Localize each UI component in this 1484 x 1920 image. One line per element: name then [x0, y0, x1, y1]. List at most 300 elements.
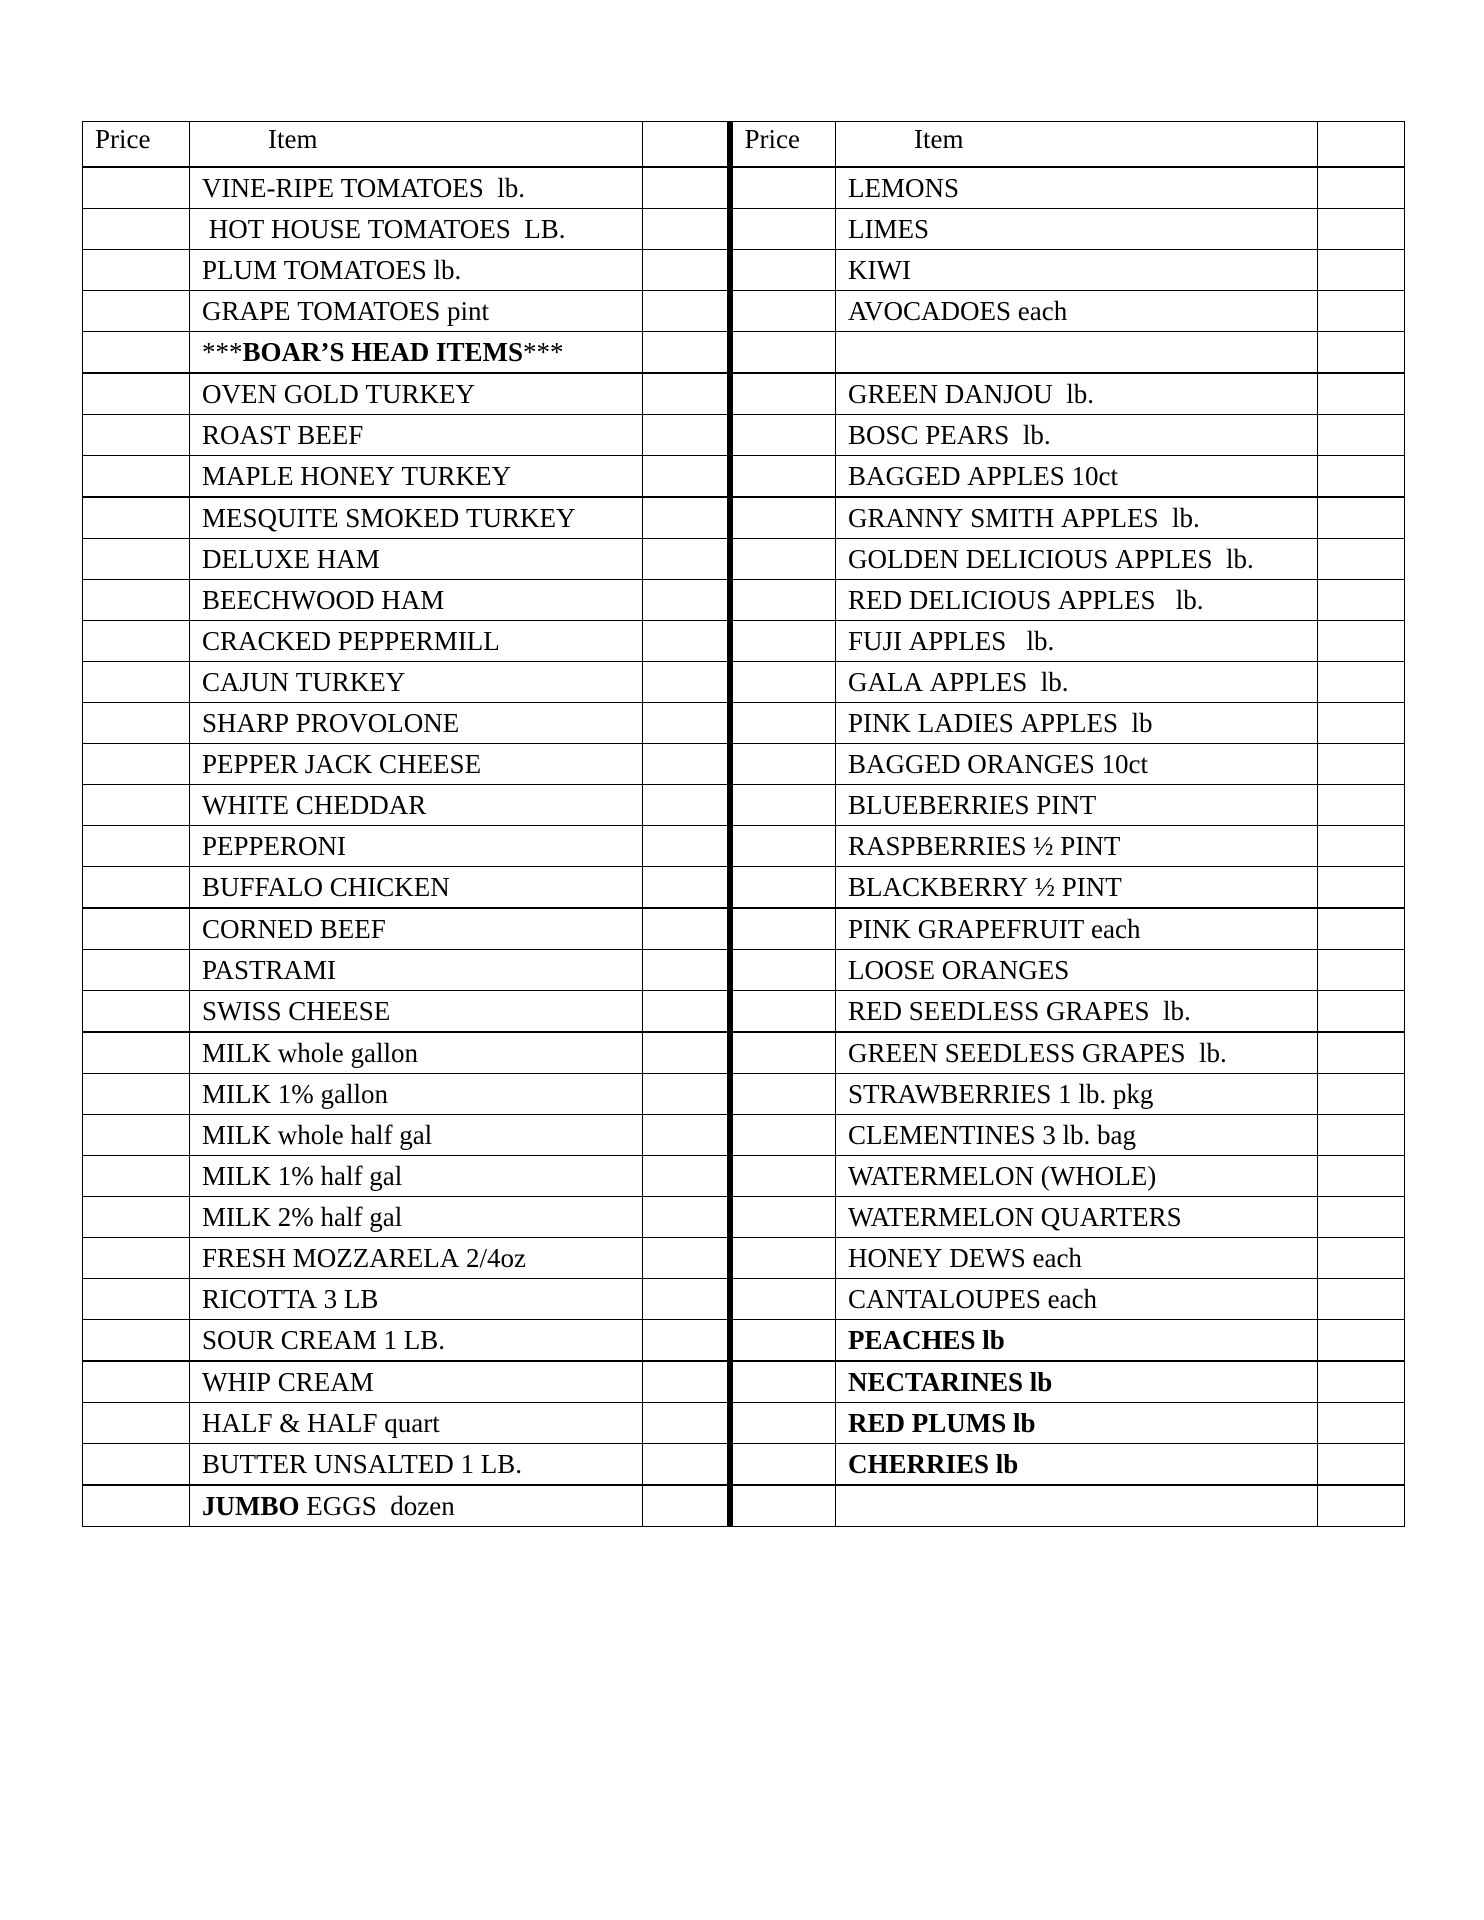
- right-price-cell[interactable]: [730, 991, 836, 1033]
- right-item-cell: [836, 1197, 1318, 1238]
- item-text: MILK whole half gal: [202, 1119, 433, 1150]
- left-price-cell[interactable]: [83, 1115, 190, 1156]
- table-row: [83, 785, 1405, 826]
- left-qty-cell[interactable]: [643, 1156, 730, 1197]
- right-price-cell[interactable]: [730, 415, 836, 456]
- item-text: MILK 2% half gal: [202, 1201, 403, 1232]
- item-text: RED PLUMS lb: [848, 1407, 1036, 1438]
- left-qty-cell[interactable]: [643, 1485, 730, 1527]
- right-qty-cell[interactable]: [1318, 1032, 1405, 1074]
- item-text: ***: [202, 336, 243, 367]
- item-text: LIMES: [848, 213, 929, 244]
- table-row: [83, 580, 1405, 621]
- item-text: PEPPERONI: [202, 830, 347, 861]
- left-qty-cell[interactable]: [643, 291, 730, 332]
- item-text: CANTALOUPES each: [848, 1283, 1098, 1314]
- table-row: [83, 1279, 1405, 1320]
- table-row: [83, 703, 1405, 744]
- right-item-cell: [836, 908, 1318, 950]
- right-price-cell[interactable]: [730, 908, 836, 950]
- left-price-cell[interactable]: [83, 621, 190, 662]
- item-text: VINE-RIPE TOMATOES lb.: [202, 172, 526, 203]
- item-text: ***: [523, 336, 564, 367]
- right-price-cell[interactable]: [730, 539, 836, 580]
- left-item-cell: [190, 621, 643, 662]
- item-text: RED DELICIOUS APPLES lb.: [848, 584, 1204, 615]
- table-row: [83, 1403, 1405, 1444]
- right-qty-cell[interactable]: [1318, 908, 1405, 950]
- item-text: BLACKBERRY ½ PINT: [848, 871, 1122, 902]
- right-price-cell[interactable]: [730, 1361, 836, 1403]
- table-row: [83, 744, 1405, 785]
- right-qty-cell[interactable]: [1318, 703, 1405, 744]
- right-qty-cell[interactable]: [1318, 1361, 1405, 1403]
- left-qty-cell[interactable]: [643, 785, 730, 826]
- left-item-cell: [190, 662, 643, 703]
- item-text: SHARP PROVOLONE: [202, 707, 460, 738]
- left-price-cell[interactable]: [83, 1403, 190, 1444]
- item-text: OVEN GOLD TURKEY: [202, 378, 475, 409]
- left-qty-cell[interactable]: [643, 415, 730, 456]
- left-item-cell: [190, 209, 643, 250]
- left-item-cell: [190, 1485, 643, 1527]
- table-row: [83, 539, 1405, 580]
- left-item-cell: [190, 332, 643, 374]
- left-item-cell: [190, 1361, 643, 1403]
- table-row: [83, 991, 1405, 1033]
- left-price-cell[interactable]: [83, 1444, 190, 1486]
- left-qty-cell[interactable]: [643, 456, 730, 498]
- item-text: CORNED BEEF: [202, 913, 386, 944]
- table-row: [83, 415, 1405, 456]
- item-text: GRAPE TOMATOES pint: [202, 295, 490, 326]
- left-item-cell: [190, 1156, 643, 1197]
- left-item-cell: [190, 1403, 643, 1444]
- item-text: CRACKED PEPPERMILL: [202, 625, 500, 656]
- left-price-cell[interactable]: [83, 908, 190, 950]
- table-row: [83, 950, 1405, 991]
- item-text: BAGGED ORANGES 10ct: [848, 748, 1148, 779]
- left-item-cell: [190, 867, 643, 909]
- right-price-cell[interactable]: [730, 1238, 836, 1279]
- item-text: PASTRAMI: [202, 954, 337, 985]
- right-price-cell[interactable]: [730, 826, 836, 867]
- item-text: HALF & HALF quart: [202, 1407, 440, 1438]
- left-price-cell[interactable]: [83, 991, 190, 1033]
- left-item-cell: [190, 456, 643, 498]
- left-item-cell: [190, 291, 643, 332]
- right-price-cell[interactable]: [730, 1197, 836, 1238]
- right-price-cell[interactable]: [730, 950, 836, 991]
- table-row: [83, 1156, 1405, 1197]
- left-qty-cell[interactable]: [643, 1279, 730, 1320]
- left-price-cell[interactable]: [83, 1485, 190, 1527]
- left-qty-cell[interactable]: [643, 1115, 730, 1156]
- left-price-cell[interactable]: [83, 539, 190, 580]
- item-text: BOAR’S HEAD ITEMS: [242, 336, 524, 367]
- right-price-cell[interactable]: [730, 1403, 836, 1444]
- table-row: [83, 1444, 1405, 1486]
- left-qty-cell[interactable]: [643, 1444, 730, 1486]
- item-text: RASPBERRIES ½ PINT: [848, 830, 1121, 861]
- left-item-cell: [190, 415, 643, 456]
- left-price-cell[interactable]: [83, 580, 190, 621]
- right-qty-cell[interactable]: [1318, 539, 1405, 580]
- left-qty-header: [643, 122, 730, 168]
- right-item-cell: [836, 1403, 1318, 1444]
- item-text: GREEN DANJOU lb.: [848, 378, 1094, 409]
- right-price-cell[interactable]: [730, 621, 836, 662]
- item-text: BUTTER UNSALTED 1 LB.: [202, 1448, 523, 1479]
- right-price-cell[interactable]: [730, 497, 836, 539]
- right-qty-cell[interactable]: [1318, 826, 1405, 867]
- item-text: GOLDEN DELICIOUS APPLES lb.: [848, 543, 1254, 574]
- left-qty-cell[interactable]: [643, 497, 730, 539]
- item-text: BEECHWOOD HAM: [202, 584, 445, 615]
- right-qty-cell[interactable]: [1318, 662, 1405, 703]
- right-price-cell[interactable]: [730, 456, 836, 498]
- right-item-cell: [836, 785, 1318, 826]
- table-row: [83, 662, 1405, 703]
- item-text: PEACHES lb: [848, 1324, 1005, 1355]
- table-row: [83, 908, 1405, 950]
- table-row: [83, 1485, 1405, 1527]
- right-qty-cell[interactable]: [1318, 497, 1405, 539]
- right-qty-cell[interactable]: [1318, 1320, 1405, 1362]
- item-text: PINK GRAPEFRUIT each: [848, 913, 1141, 944]
- left-qty-cell[interactable]: [643, 908, 730, 950]
- left-price-cell[interactable]: [83, 703, 190, 744]
- right-item-cell: [836, 744, 1318, 785]
- right-item-cell: [836, 621, 1318, 662]
- right-item-cell: [836, 415, 1318, 456]
- right-price-cell[interactable]: [730, 1074, 836, 1115]
- left-item-cell: [190, 1238, 643, 1279]
- right-item-cell: [836, 1115, 1318, 1156]
- item-text: GALA APPLES lb.: [848, 666, 1069, 697]
- item-text: AVOCADOES each: [848, 295, 1068, 326]
- price-list-table: [82, 121, 1405, 1527]
- left-qty-cell[interactable]: [643, 539, 730, 580]
- right-price-cell[interactable]: [730, 209, 836, 250]
- right-qty-cell[interactable]: [1318, 209, 1405, 250]
- right-price-cell[interactable]: [730, 332, 836, 374]
- right-item-cell: [836, 1238, 1318, 1279]
- table-row: [83, 826, 1405, 867]
- left-qty-cell[interactable]: [643, 580, 730, 621]
- right-qty-cell[interactable]: [1318, 1238, 1405, 1279]
- left-qty-cell[interactable]: [643, 1197, 730, 1238]
- item-text: FUJI APPLES lb.: [848, 625, 1055, 656]
- left-price-cell[interactable]: [83, 167, 190, 209]
- item-text: RED SEEDLESS GRAPES lb.: [848, 995, 1191, 1026]
- table-row: [83, 867, 1405, 909]
- right-item-cell: [836, 991, 1318, 1033]
- item-text: GREEN SEEDLESS GRAPES lb.: [848, 1037, 1227, 1068]
- item-text: FRESH MOZZARELA 2/4oz: [202, 1242, 526, 1273]
- table-row: [83, 621, 1405, 662]
- left-qty-cell[interactable]: [643, 167, 730, 209]
- right-price-cell[interactable]: [730, 250, 836, 291]
- table-row: [83, 167, 1405, 209]
- left-item-cell: [190, 1032, 643, 1074]
- right-item-cell: [836, 867, 1318, 909]
- left-price-cell[interactable]: [83, 373, 190, 415]
- right-price-cell[interactable]: [730, 785, 836, 826]
- right-item-cell: [836, 291, 1318, 332]
- right-qty-cell[interactable]: [1318, 1403, 1405, 1444]
- table-row: [83, 209, 1405, 250]
- table-row: [83, 456, 1405, 498]
- left-item-cell: [190, 1197, 643, 1238]
- table-row: [83, 1115, 1405, 1156]
- right-item-cell: [836, 332, 1318, 374]
- left-price-cell[interactable]: [83, 1279, 190, 1320]
- table-row: [83, 250, 1405, 291]
- right-qty-cell[interactable]: [1318, 785, 1405, 826]
- item-text: HOT HOUSE TOMATOES LB.: [202, 213, 566, 244]
- left-price-cell[interactable]: [83, 950, 190, 991]
- left-item-header: Item: [190, 122, 643, 168]
- left-price-cell[interactable]: [83, 785, 190, 826]
- right-item-cell: [836, 456, 1318, 498]
- table-row: [83, 1361, 1405, 1403]
- left-item-cell: [190, 1074, 643, 1115]
- left-qty-cell[interactable]: [643, 373, 730, 415]
- right-qty-cell[interactable]: [1318, 1485, 1405, 1527]
- item-text: MILK 1% gallon: [202, 1078, 388, 1109]
- left-item-cell: [190, 167, 643, 209]
- right-item-cell: [836, 950, 1318, 991]
- left-qty-cell[interactable]: [643, 250, 730, 291]
- right-qty-cell[interactable]: [1318, 1115, 1405, 1156]
- left-price-cell[interactable]: [83, 415, 190, 456]
- item-text: JUMBO: [202, 1490, 300, 1521]
- item-text: MESQUITE SMOKED TURKEY: [202, 502, 576, 533]
- left-qty-cell[interactable]: [643, 621, 730, 662]
- right-price-cell[interactable]: [730, 703, 836, 744]
- left-item-cell: [190, 1279, 643, 1320]
- item-text: NECTARINES lb: [848, 1366, 1053, 1397]
- right-qty-cell[interactable]: [1318, 580, 1405, 621]
- left-item-cell: [190, 250, 643, 291]
- item-text: LOOSE ORANGES: [848, 954, 1070, 985]
- right-item-header: Item: [836, 122, 1318, 168]
- item-text: RICOTTA 3 LB: [202, 1283, 379, 1314]
- right-qty-cell[interactable]: [1318, 867, 1405, 909]
- table-row: [83, 332, 1405, 374]
- left-item-cell: [190, 703, 643, 744]
- left-price-cell[interactable]: [83, 867, 190, 909]
- left-item-cell: [190, 826, 643, 867]
- left-item-cell: [190, 1115, 643, 1156]
- right-qty-cell[interactable]: [1318, 1279, 1405, 1320]
- left-qty-cell[interactable]: [643, 1032, 730, 1074]
- left-price-cell[interactable]: [83, 456, 190, 498]
- table-row: [83, 497, 1405, 539]
- right-qty-header: [1318, 122, 1405, 168]
- table-row: [83, 373, 1405, 415]
- item-text: MILK 1% half gal: [202, 1160, 403, 1191]
- left-qty-cell[interactable]: [643, 991, 730, 1033]
- left-price-cell[interactable]: [83, 497, 190, 539]
- right-item-cell: [836, 1485, 1318, 1527]
- right-qty-cell[interactable]: [1318, 991, 1405, 1033]
- right-price-cell[interactable]: [730, 167, 836, 209]
- left-qty-cell[interactable]: [643, 950, 730, 991]
- right-price-cell[interactable]: [730, 1156, 836, 1197]
- item-text: BAGGED APPLES 10ct: [848, 460, 1119, 491]
- table-row: [83, 1238, 1405, 1279]
- right-item-cell: [836, 1074, 1318, 1115]
- table-row: [83, 1032, 1405, 1074]
- item-text: LEMONS: [848, 172, 960, 203]
- left-price-cell[interactable]: [83, 332, 190, 374]
- item-text: HONEY DEWS each: [848, 1242, 1082, 1273]
- right-price-cell[interactable]: [730, 580, 836, 621]
- right-qty-cell[interactable]: [1318, 1156, 1405, 1197]
- item-text: MAPLE HONEY TURKEY: [202, 460, 511, 491]
- right-item-cell: [836, 662, 1318, 703]
- left-item-cell: [190, 539, 643, 580]
- left-item-cell: [190, 1320, 643, 1362]
- left-qty-cell[interactable]: [643, 1238, 730, 1279]
- item-text: CAJUN TURKEY: [202, 666, 406, 697]
- left-qty-cell[interactable]: [643, 744, 730, 785]
- item-text: BLUEBERRIES PINT: [848, 789, 1097, 820]
- right-qty-cell[interactable]: [1318, 456, 1405, 498]
- right-item-cell: [836, 703, 1318, 744]
- left-item-cell: [190, 1444, 643, 1486]
- left-item-cell: [190, 785, 643, 826]
- left-price-cell[interactable]: [83, 1197, 190, 1238]
- item-text: PEPPER JACK CHEESE: [202, 748, 482, 779]
- left-qty-cell[interactable]: [643, 1361, 730, 1403]
- item-text: PINK LADIES APPLES lb: [848, 707, 1153, 738]
- left-item-cell: [190, 908, 643, 950]
- left-price-cell[interactable]: [83, 1074, 190, 1115]
- right-price-cell[interactable]: [730, 291, 836, 332]
- right-item-cell: [836, 373, 1318, 415]
- item-text: PLUM TOMATOES lb.: [202, 254, 462, 285]
- right-price-cell[interactable]: [730, 1485, 836, 1527]
- item-text: WHITE CHEDDAR: [202, 789, 427, 820]
- left-price-header: Price: [83, 122, 190, 168]
- right-qty-cell[interactable]: [1318, 744, 1405, 785]
- right-price-cell[interactable]: [730, 744, 836, 785]
- right-item-cell: [836, 250, 1318, 291]
- right-item-cell: [836, 1444, 1318, 1486]
- right-item-cell: [836, 580, 1318, 621]
- right-item-cell: [836, 167, 1318, 209]
- right-qty-cell[interactable]: [1318, 950, 1405, 991]
- left-price-cell[interactable]: [83, 209, 190, 250]
- right-item-cell: [836, 497, 1318, 539]
- table-row: [83, 291, 1405, 332]
- left-qty-cell[interactable]: [643, 662, 730, 703]
- table-row: [83, 1074, 1405, 1115]
- left-price-cell[interactable]: [83, 1320, 190, 1362]
- right-qty-cell[interactable]: [1318, 415, 1405, 456]
- item-text: BUFFALO CHICKEN: [202, 871, 450, 902]
- right-qty-cell[interactable]: [1318, 1444, 1405, 1486]
- right-price-cell[interactable]: [730, 1032, 836, 1074]
- item-text: CLEMENTINES 3 lb. bag: [848, 1119, 1136, 1150]
- right-price-cell[interactable]: [730, 1444, 836, 1486]
- item-text: SOUR CREAM 1 LB.: [202, 1324, 446, 1355]
- right-price-cell[interactable]: [730, 1115, 836, 1156]
- left-price-cell[interactable]: [83, 744, 190, 785]
- left-qty-cell[interactable]: [643, 1403, 730, 1444]
- right-qty-cell[interactable]: [1318, 167, 1405, 209]
- left-price-cell[interactable]: [83, 662, 190, 703]
- left-qty-cell[interactable]: [643, 826, 730, 867]
- right-price-cell[interactable]: [730, 867, 836, 909]
- left-price-cell[interactable]: [83, 1156, 190, 1197]
- right-price-cell[interactable]: [730, 1320, 836, 1362]
- left-qty-cell[interactable]: [643, 703, 730, 744]
- left-price-cell[interactable]: [83, 291, 190, 332]
- right-item-cell: [836, 539, 1318, 580]
- right-item-cell: [836, 1279, 1318, 1320]
- left-item-cell: [190, 373, 643, 415]
- right-item-cell: [836, 826, 1318, 867]
- item-text: CHERRIES lb: [848, 1448, 1019, 1479]
- left-item-cell: [190, 580, 643, 621]
- table-row: [83, 1320, 1405, 1362]
- table-row: [83, 1197, 1405, 1238]
- right-qty-cell[interactable]: [1318, 291, 1405, 332]
- left-item-cell: [190, 950, 643, 991]
- item-text: EGGS dozen: [299, 1490, 455, 1521]
- left-qty-cell[interactable]: [643, 867, 730, 909]
- left-qty-cell[interactable]: [643, 1320, 730, 1362]
- right-qty-cell[interactable]: [1318, 1197, 1405, 1238]
- right-qty-cell[interactable]: [1318, 1074, 1405, 1115]
- header-row: [83, 122, 1405, 168]
- item-text: MILK whole gallon: [202, 1037, 418, 1068]
- right-qty-cell[interactable]: [1318, 621, 1405, 662]
- left-item-cell: [190, 991, 643, 1033]
- right-item-cell: [836, 1156, 1318, 1197]
- right-price-cell[interactable]: [730, 373, 836, 415]
- left-price-cell[interactable]: [83, 250, 190, 291]
- left-price-cell[interactable]: [83, 1361, 190, 1403]
- item-text: WHIP CREAM: [202, 1366, 374, 1397]
- left-qty-cell[interactable]: [643, 1074, 730, 1115]
- right-item-cell: [836, 1320, 1318, 1362]
- right-qty-cell[interactable]: [1318, 250, 1405, 291]
- left-price-cell[interactable]: [83, 1238, 190, 1279]
- right-qty-cell[interactable]: [1318, 332, 1405, 374]
- item-text: SWISS CHEESE: [202, 995, 391, 1026]
- item-text: GRANNY SMITH APPLES lb.: [848, 502, 1200, 533]
- right-price-cell[interactable]: [730, 662, 836, 703]
- left-price-cell[interactable]: [83, 826, 190, 867]
- item-text: DELUXE HAM: [202, 543, 380, 574]
- left-qty-cell[interactable]: [643, 209, 730, 250]
- right-item-cell: [836, 209, 1318, 250]
- right-price-header: Price: [730, 122, 836, 168]
- item-text: ROAST BEEF: [202, 419, 364, 450]
- right-item-cell: [836, 1032, 1318, 1074]
- left-qty-cell[interactable]: [643, 332, 730, 374]
- right-price-cell[interactable]: [730, 1279, 836, 1320]
- left-item-cell: [190, 744, 643, 785]
- right-qty-cell[interactable]: [1318, 373, 1405, 415]
- item-text: STRAWBERRIES 1 lb. pkg: [848, 1078, 1154, 1109]
- left-price-cell[interactable]: [83, 1032, 190, 1074]
